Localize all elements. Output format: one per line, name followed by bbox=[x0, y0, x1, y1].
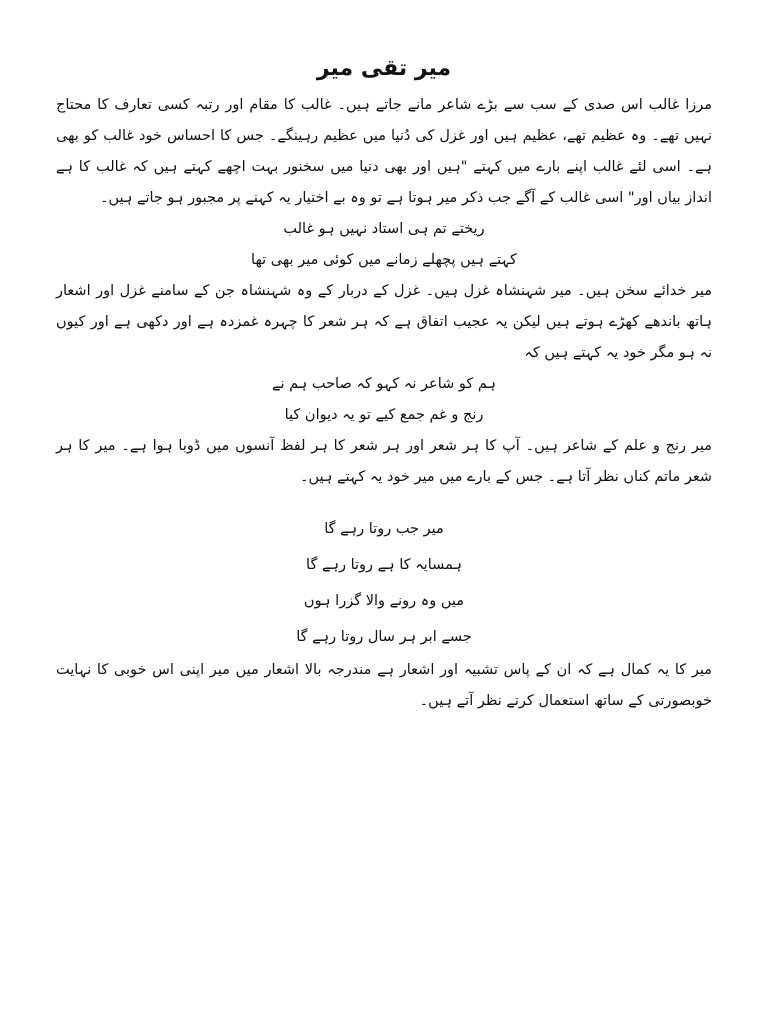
verse-line: ہمسایہ کا ہے روتا رہے گا bbox=[306, 557, 462, 573]
paragraph-mir-ranj-o-gham: میر رنج و علم کے شاعر ہیں۔ آپ کا ہر شعر اور ہر شعر کا ہر لفظ آنسوں میں ڈوبا ہوا ہے۔ میر کا ہر شعر ماتم کناں نظر آتا ہے۔ جس کے بارے میں میر خود یہ کہتے ہیں۔ bbox=[56, 438, 712, 485]
verse-line: ہم کو شاعر نہ کہو کہ صاحب ہم نے bbox=[271, 376, 497, 392]
couplet-ghalib bbox=[56, 214, 712, 276]
verse-line: ریختے تم ہی استاد نہیں ہو غالب bbox=[283, 221, 485, 237]
verse-line: جسے ابر ہر سال روتا رہے گا bbox=[296, 629, 472, 645]
document-body bbox=[56, 52, 712, 717]
paragraph-ghalib-intro: مرزا غالب اس صدی کے سب سے بڑے شاعر مانے جاتے ہیں۔ غالب کا مقام اور رتبہ کسی تعارف کا محتاج نہیں تھے۔ وہ عظیم تھے، عظیم ہیں اور غزل کی دُنیا میں عظیم رہینگے۔ جس کا احساس خود غالب کو بھی ہے۔ اسی لئے غالب اپنے بارے میں کہتے "ہیں اور بھی دنیا میں سخنور بہت اچھے کہتے ہیں کہ غالب کا ہے انداز بیاں اور" اسی غالب کے آگے جب ذکر میر ہوتا ہے تو وہ بے اختیار یہ کہنے پر مجبور ہو جاتے ہیں۔ bbox=[56, 97, 712, 206]
couplet-mir-diwan bbox=[56, 369, 712, 431]
verse-line: کہتے ہیں پچھلے زمانے میں کوئی میر بھی تھا bbox=[251, 252, 517, 268]
verse-line: میر جب روتا رہے گا bbox=[324, 521, 444, 537]
verse-line: میں وہ رونے والا گزرا ہوں bbox=[303, 593, 465, 609]
page-title: میر تقی میر bbox=[316, 56, 452, 81]
paragraph-mir-khuda-e-sukhan: میر خدائے سخن ہیں۔ میر شہنشاہ غزل ہیں۔ غزل کے دربار کے وہ شہنشاہ جن کے سامنے غزل اور اشعار ہاتھ باندھے کھڑے ہوتے ہیں لیکن یہ عجیب اتفاق ہے کہ ہر شعر کا چہرہ غمزدہ ہے اور دکھی ہے اور کیوں نہ ہو مگر خود یہ کہتے ہیں کہ bbox=[56, 283, 712, 361]
verse-line: رنج و غم جمع کیے تو یہ دیوان کیا bbox=[284, 407, 484, 423]
quatrain-mir-rota bbox=[56, 511, 712, 655]
paragraph-mir-kamal: میر کا یہ کمال ہے کہ ان کے پاس تشبیہ اور اشعار ہے مندرجہ بالا اشعار میں میر اپنی اس خوبی کا نہایت خوبصورتی کے ساتھ استعمال کرتے نظر آتے ہیں۔ bbox=[56, 662, 712, 709]
